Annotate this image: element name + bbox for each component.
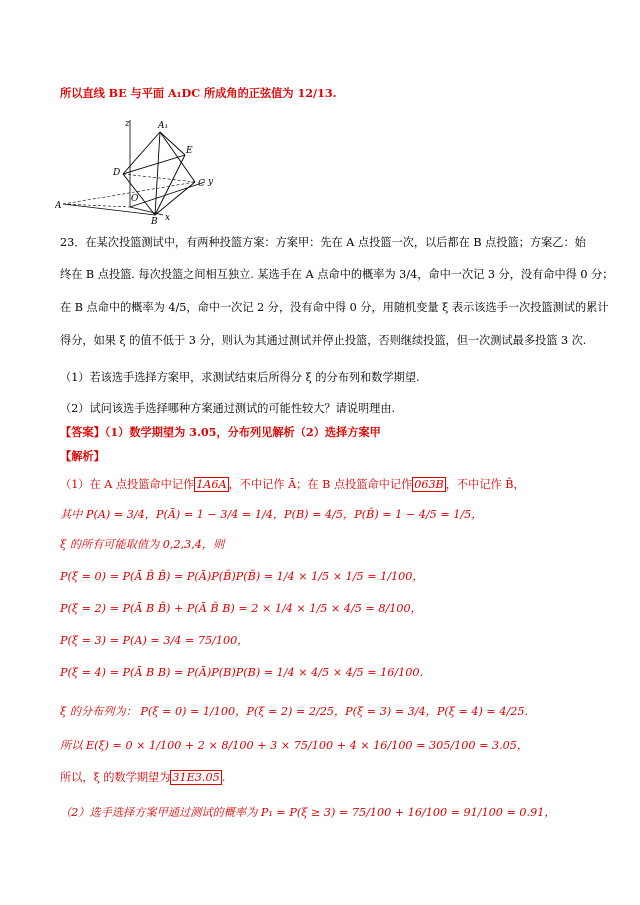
label-x: x (165, 213, 171, 223)
solution-line-6: P(ξ = 3) = P(A) = 3/4 = 75/100， (60, 634, 249, 647)
solution-line-9: 所以 E(ξ) = 0 × 1/100 + 2 × 8/100 + 3 × 75/100 + 4 × 16/100 = 305/100 = 3.05， (60, 739, 529, 752)
boxed-expectation: 31E3.05 (172, 771, 220, 784)
solution-line-2: 其中 P(A) = 3/4，P(Ā) = 1 − 3/4 = 1/4，P(B) = 4/5，P(B̄) = 1 − 4/5 = 1/5， (60, 508, 483, 521)
answer-line (60, 424, 381, 440)
solution-line-3: ξ 的所有可能取值为 0,2,3,4，则 (60, 538, 225, 551)
boxed-label-b: 063B (414, 478, 444, 491)
solution-text: . (221, 771, 226, 784)
solution-line-8: ξ 的分布列为： P(ξ = 0) = 1/100，P(ξ = 2) = 2/25，P(ξ = 3) = 3/4，P(ξ = 4) = 4/25. (60, 705, 529, 718)
label-y: y (208, 177, 214, 187)
solution-text: 所以，ξ 的数学期望为 (60, 771, 171, 784)
solution-line-11: （2）选手选择方案甲通过测试的概率为 P₁ = P(ξ ≥ 3) = 75/100 + 16/100 = 91/100 = 0.91， (60, 806, 556, 819)
problem-line-1: 23．在某次投篮测试中，有两种投篮方案：方案甲：先在 A 点投篮一次，以后都在 B 点投篮；方案乙：始 (60, 236, 586, 249)
question-2: （2）试问该选手选择哪种方案通过测试的可能性较大？请说明理由. (60, 402, 396, 415)
solution-line-5: P(ξ = 2) = P(Ā B B̄) + P(Ā B̄ B) = 2 × 1/4 × 1/5 × 4/5 = 8/100， (60, 602, 422, 615)
label-z: z (125, 119, 130, 129)
solution-line-10 (60, 770, 225, 786)
conclusion-line: 所以直线 BE 与平面 A₁DC 所成角的正弦值为 12/13. (60, 86, 337, 100)
label-e: E (186, 146, 193, 156)
problem-line-2: 终在 B 点投篮. 每次投篮之间相互独立. 某选手在 A 点命中的概率为 3/4，命中一次记 3 分，没有命中得 0 分； (60, 268, 614, 281)
solution-line-4: P(ξ = 0) = P(Ā B̄ B̄) = P(Ā)P(B̄)P(B̄) = 1/4 × 1/5 × 1/5 = 1/100， (60, 570, 424, 583)
solution-text: ，不中记作 Ā；在 B 点投篮命中记作 (228, 478, 413, 491)
solution-text: （1）在 A 点投篮命中记作 (60, 478, 195, 491)
boxed-label-a: 1A6A (196, 478, 227, 491)
label-d: D (113, 168, 121, 178)
question-1: （1）若该选手选择方案甲，求测试结束后所得分 ξ 的分布列和数学期望. (60, 371, 420, 384)
label-o: O (131, 194, 139, 204)
label-c: C (198, 179, 205, 189)
label-b: B (151, 217, 158, 227)
problem-line-3: 在 B 点命中的概率为 4/5，命中一次记 2 分，没有命中得 0 分，用随机变量 ξ 表示该选手一次投篮测试的累计 (60, 301, 609, 314)
solution-text: ，不中记作 B̄， (445, 478, 525, 491)
solution-line-1 (60, 477, 525, 493)
answer-tag: 【答案】 (60, 425, 105, 439)
label-a: A (55, 201, 62, 211)
geometry-figure (55, 112, 215, 227)
problem-line-4: 得分，如果 ξ 的值不低于 3 分，则认为其通过测试并停止投篮，否则继续投篮，但一次测试最多投篮 3 次. (60, 334, 587, 347)
analysis-tag: 【解析】 (60, 449, 105, 463)
label-a1: A₁ (158, 121, 169, 131)
solution-line-7: P(ξ = 4) = P(Ā B B) = P(Ā)P(B)P(B) = 1/4 × 4/5 × 4/5 = 16/100. (60, 666, 424, 679)
answer-text: （1）数学期望为 3.05，分布列见解析（2）选择方案甲 (104, 425, 381, 439)
